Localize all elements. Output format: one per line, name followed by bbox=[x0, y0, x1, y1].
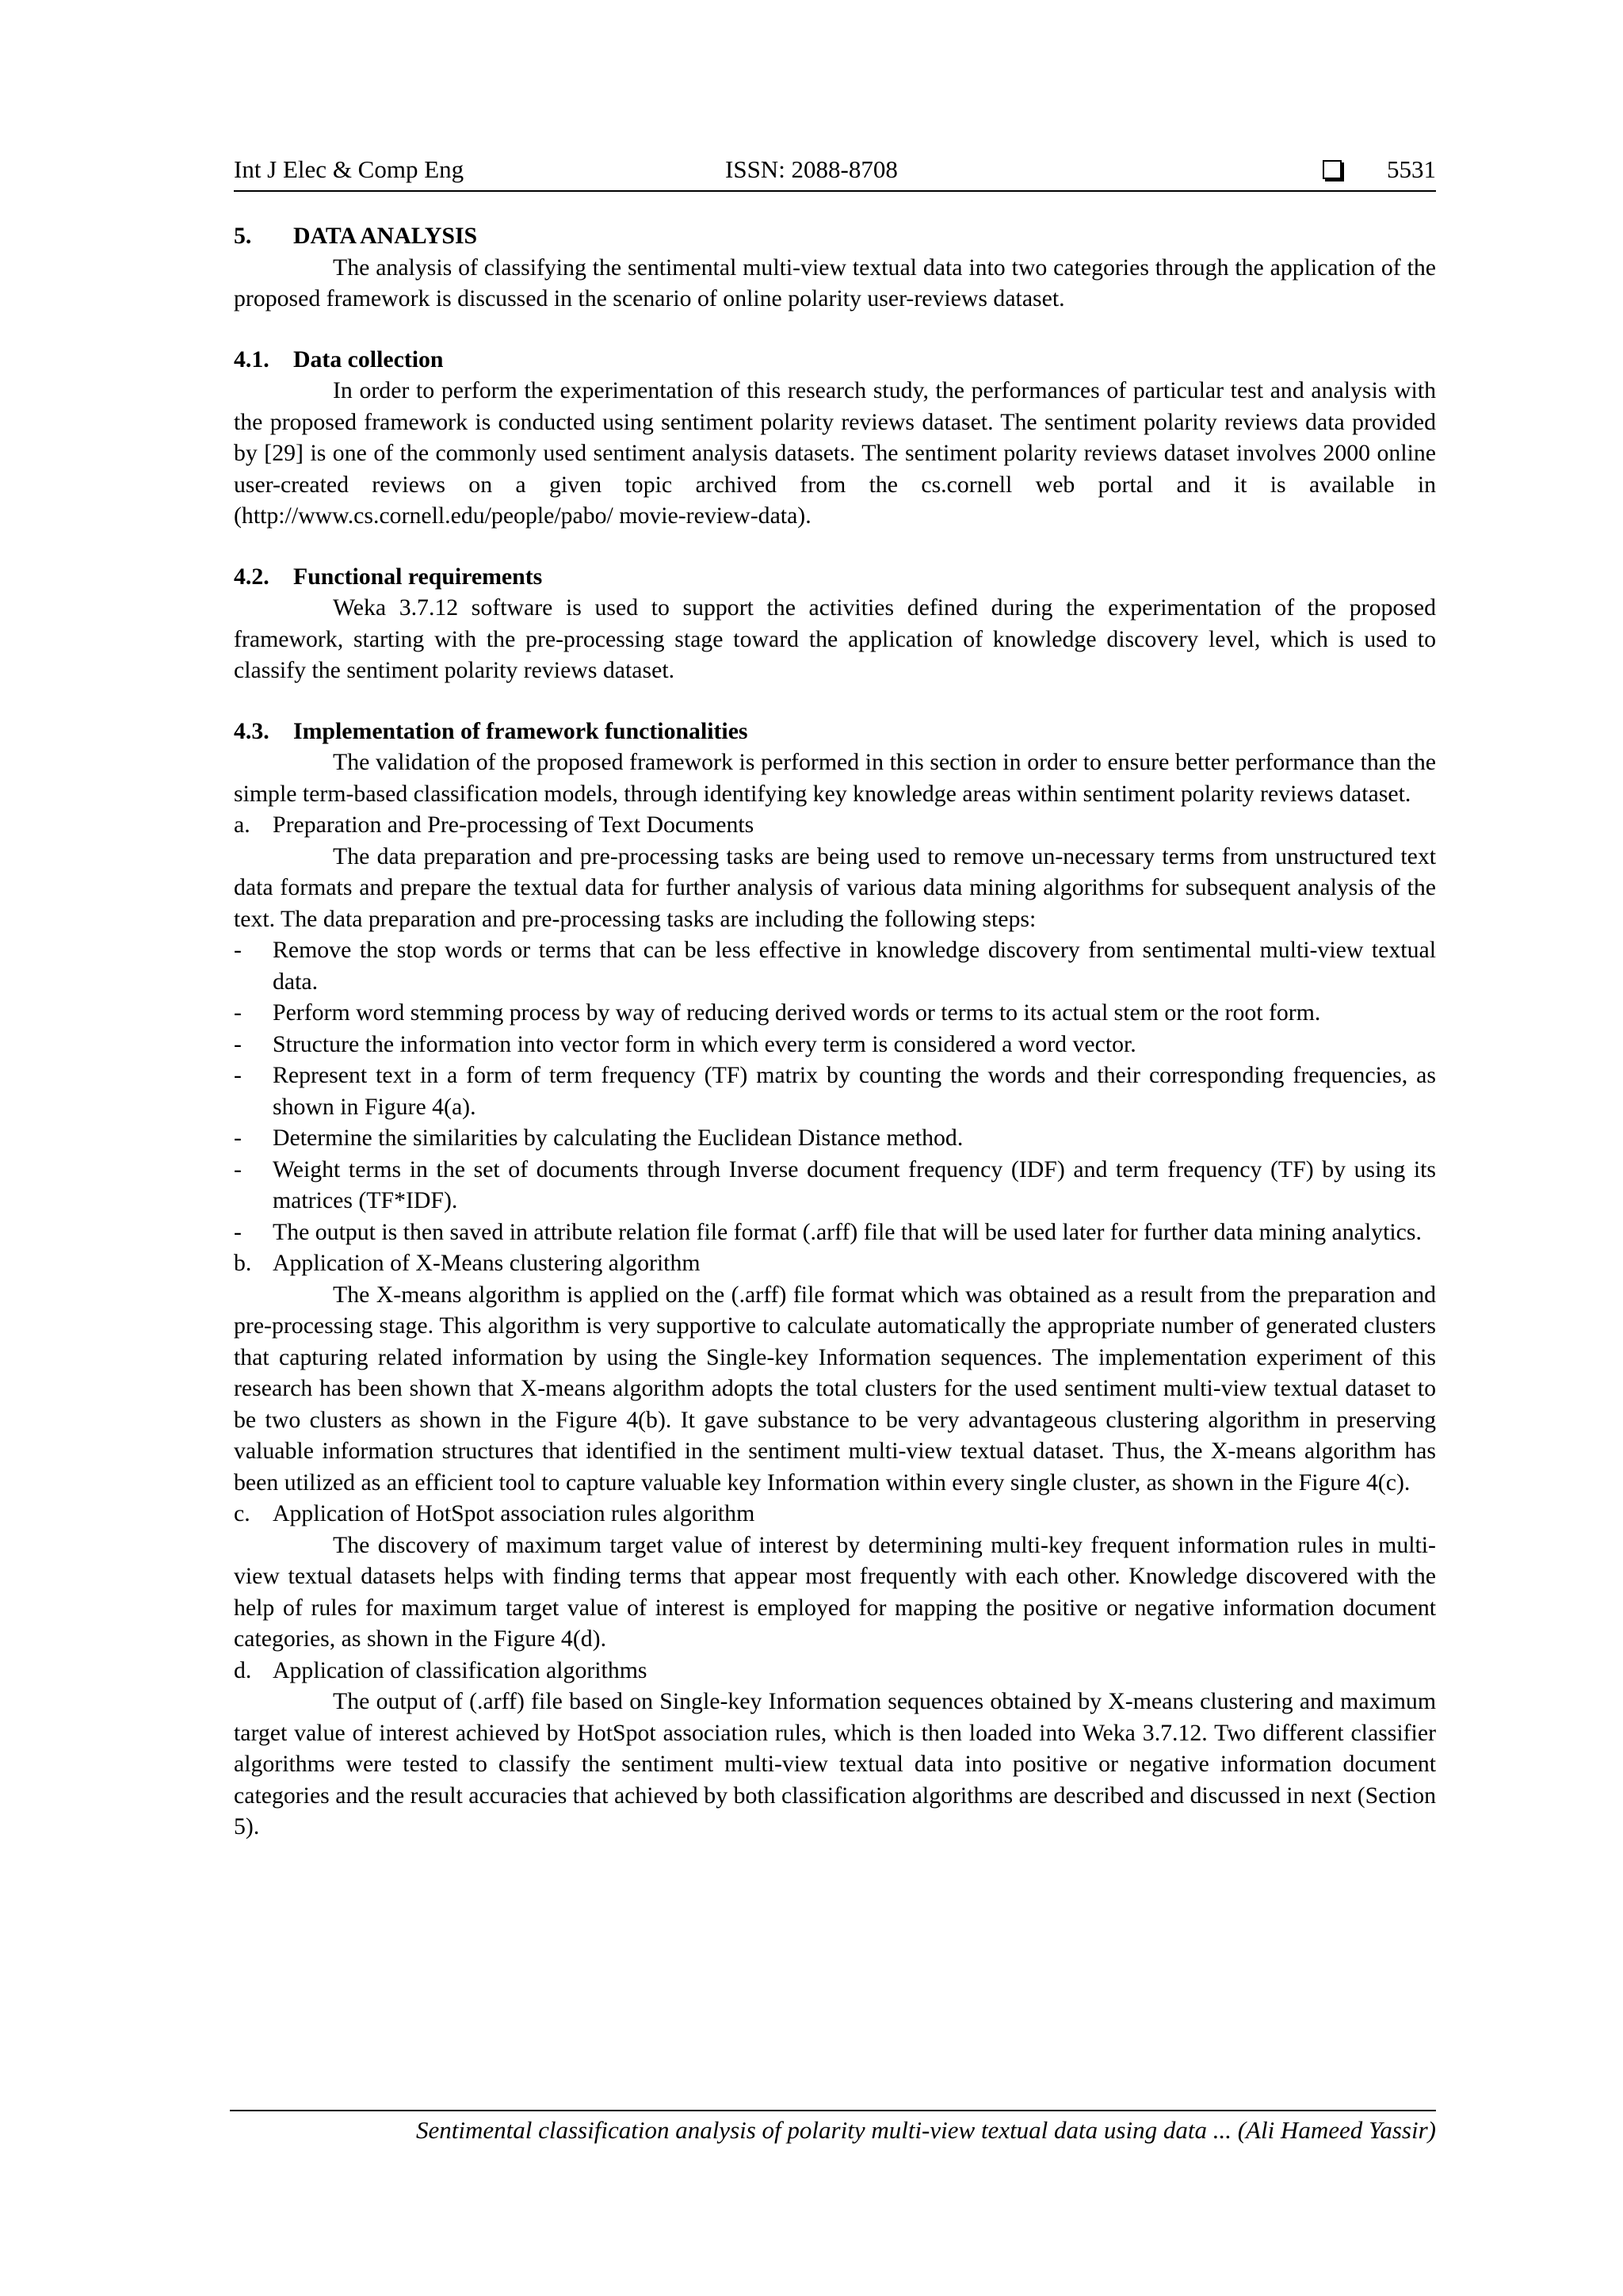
list-item-a bbox=[234, 809, 1436, 841]
section-title: DATA ANALYSIS bbox=[293, 223, 478, 249]
subsection-number: 4.1. bbox=[234, 346, 269, 372]
subsection-heading-4-1 bbox=[234, 344, 1436, 376]
running-footer: Sentimental classification analysis of polarity multi-view textual data using data ... (Ali Hameed Yassir) bbox=[230, 2110, 1436, 2145]
bullet-item bbox=[234, 997, 1436, 1029]
bullet-item bbox=[234, 1217, 1436, 1248]
bullet-item bbox=[234, 1122, 1436, 1154]
subsection-number: 4.3. bbox=[234, 717, 269, 744]
paragraph: In order to perform the experimentation of this research study, the performances of particular test and analysis with the proposed framework is conducted using sentiment polarity reviews dataset. The sentiment polarity reviews data provided by [29] is one of the commonly used sentiment analysis datasets. The sentiment polarity reviews dataset involves 2000 online user-created reviews on a given topic archived from the cs.cornell web portal and it is available in (http://www.cs.cornell.edu/people/pabo/ movie-review-data). bbox=[234, 377, 1436, 529]
bullet-item bbox=[234, 1060, 1436, 1122]
bullet-text: Remove the stop words or terms that can be less effective in knowledge discovery from sentimental multi-view textual data. bbox=[273, 937, 1436, 995]
paragraph: The data preparation and pre-processing tasks are being used to remove un-necessary terms from unstructured text data formats and prepare the textual data for further analysis of various data mining algorithms for subsequent analysis of the text. The data preparation and pre-processing tasks are including the following steps: bbox=[234, 842, 1436, 932]
subsection-number: 4.2. bbox=[234, 563, 269, 590]
bullet-text: Represent text in a form of term frequency (TF) matrix by counting the words and their corresponding frequencies, as shown in Figure 4(a). bbox=[273, 1062, 1436, 1120]
bullet-text: Structure the information into vector form in which every term is considered a word vector. bbox=[273, 1030, 1136, 1057]
bullet-dash: - bbox=[234, 999, 242, 1026]
item-title: Preparation and Pre-processing of Text Documents bbox=[273, 812, 754, 838]
section-heading-5 bbox=[234, 220, 1436, 252]
paragraph: The analysis of classifying the sentimental multi-view textual data into two categories through the application of the proposed framework is discussed in the scenario of online polarity user-reviews dataset. bbox=[234, 254, 1436, 311]
bullet-item bbox=[234, 1154, 1436, 1217]
journal-name: Int J Elec & Comp Eng bbox=[234, 155, 464, 183]
page-body bbox=[234, 220, 1436, 1843]
bullet-item bbox=[234, 1029, 1436, 1060]
subsection-heading-4-3 bbox=[234, 716, 1436, 747]
running-header bbox=[234, 155, 1436, 192]
subsection-title: Data collection bbox=[293, 346, 444, 372]
bullet-dash: - bbox=[234, 1030, 242, 1057]
paragraph: Weka 3.7.12 software is used to support the activities defined during the experimentation of the proposed framework, starting with the pre-processing stage toward the application of knowledge discovery level, which is used to classify the sentiment polarity reviews dataset. bbox=[234, 594, 1436, 683]
subsection-heading-4-2 bbox=[234, 561, 1436, 593]
list-item-d bbox=[234, 1655, 1436, 1687]
paragraph: The X-means algorithm is applied on the (.arff) file format which was obtained as a result from the preparation and pre-processing stage. This algorithm is very supportive to calculate automatically the appropriate number of generated clusters that capturing related information by using the Single-key Information sequences. The implementation experiment of this research has been shown that X-means algorithm adopts the total clusters for the used sentiment multi-view textual dataset to be two clusters as shown in the Figure 4(b). It gave substance to be very advantageous clustering algorithm in preserving valuable information structures that identified in the sentiment multi-view textual dataset. Thus, the X-means algorithm has been utilized as an efficient tool to capture valuable key Information within every single cluster, as shown in the Figure 4(c). bbox=[234, 1281, 1436, 1496]
bullet-text: Perform word stemming process by way of reducing derived words or terms to its actual stem or the root form. bbox=[273, 999, 1321, 1026]
item-title: Application of HotSpot association rules algorithm bbox=[273, 1500, 755, 1526]
section-number: 5. bbox=[234, 223, 252, 249]
paragraph: The discovery of maximum target value of interest by determining multi-key frequent information rules in multi-view textual datasets helps with finding terms that appear most frequently with each other. Knowledge discovered with the help of rules for maximum target value of interest is employed for mapping the positive or negative information document categories, as shown in the Figure 4(d). bbox=[234, 1531, 1436, 1652]
bullet-item bbox=[234, 934, 1436, 997]
list-item-b bbox=[234, 1247, 1436, 1279]
list-item-c bbox=[234, 1498, 1436, 1530]
bullet-dash: - bbox=[234, 1125, 242, 1151]
item-marker: b. bbox=[234, 1250, 252, 1276]
bullet-text: Determine the similarities by calculating the Euclidean Distance method. bbox=[273, 1125, 964, 1151]
subsection-title: Functional requirements bbox=[293, 563, 543, 590]
item-marker: c. bbox=[234, 1500, 250, 1526]
paragraph: The validation of the proposed framework is performed in this section in order to ensure better performance than the simple term-based classification models, through identifying key knowledge areas within sentiment polarity reviews dataset. bbox=[234, 749, 1436, 807]
bullet-dash: - bbox=[234, 937, 242, 963]
issn: ISSN: 2088-8708 bbox=[725, 155, 898, 183]
bullet-dash: - bbox=[234, 1156, 242, 1182]
item-title: Application of X-Means clustering algorithm bbox=[273, 1250, 701, 1276]
bullet-text: The output is then saved in attribute relation file format (.arff) file that will be used later for further data mining analytics. bbox=[273, 1218, 1422, 1245]
checkbox-square-icon bbox=[1323, 160, 1342, 179]
subsection-title: Implementation of framework functionalities bbox=[293, 717, 748, 744]
bullet-text: Weight terms in the set of documents through Inverse document frequency (IDF) and term frequency (TF) by using its matrices (TF*IDF). bbox=[273, 1156, 1436, 1213]
page-number: 5531 bbox=[1387, 155, 1436, 183]
paragraph: The output of (.arff) file based on Single-key Information sequences obtained by X-means clustering and maximum target value of interest achieved by HotSpot association rules, which is then loaded into Weka 3.7.12. Two different classifier algorithms were tested to classify the sentiment multi-view textual data into positive or negative information document categories and the result accuracies that achieved by both classification algorithms are described and discussed in next (Section 5). bbox=[234, 1688, 1436, 1839]
bullet-dash: - bbox=[234, 1062, 242, 1088]
bullet-dash: - bbox=[234, 1218, 242, 1245]
item-title: Application of classification algorithms bbox=[273, 1656, 647, 1683]
item-marker: d. bbox=[234, 1656, 252, 1683]
item-marker: a. bbox=[234, 812, 250, 838]
